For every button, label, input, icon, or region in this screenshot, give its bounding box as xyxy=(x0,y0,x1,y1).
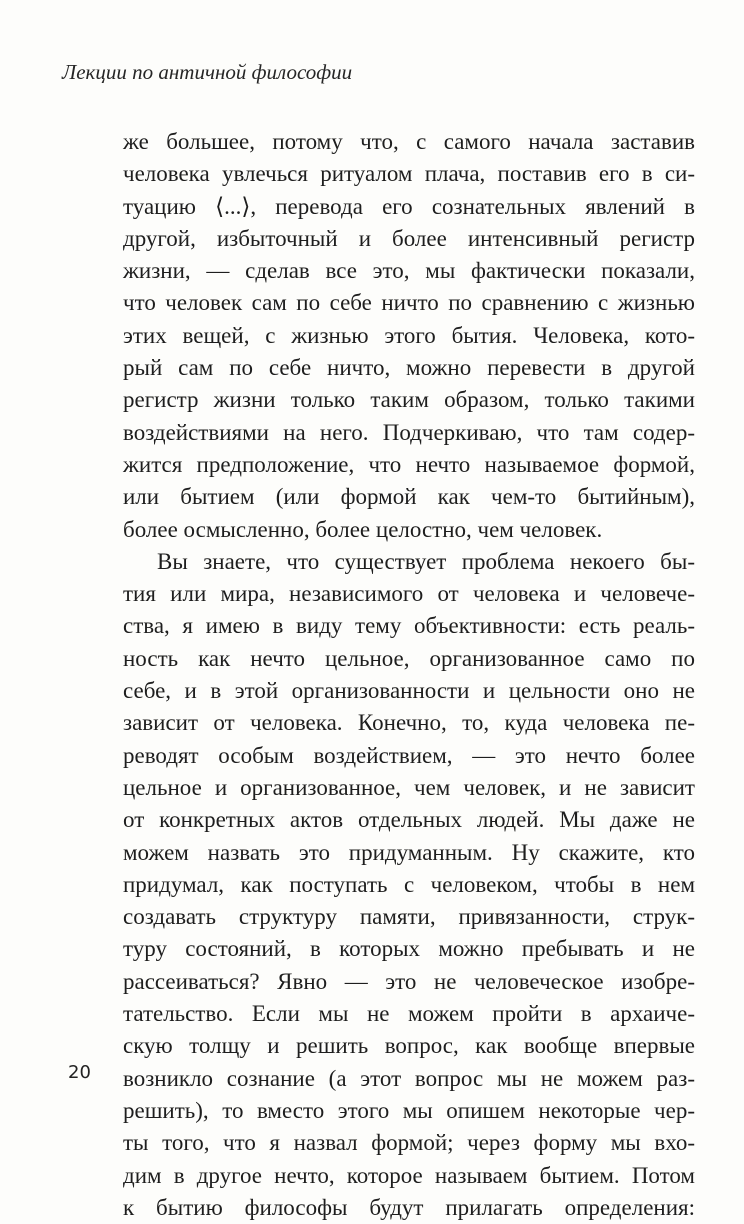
text-line: себе, и в этой организованности и цельности оно не xyxy=(123,678,695,704)
text-line: ность как нечто цельное, организованное само по xyxy=(123,645,695,671)
text-line: рассеиваться? Явно — это не человеческое изобре- xyxy=(123,968,695,994)
text-line: другой, избыточный и более интенсивный регистр xyxy=(123,225,695,251)
text-line: придумал, как поступать с человеком, чтобы в нем xyxy=(123,871,695,897)
text-line: же большее, потому что, с самого начала заставив xyxy=(123,129,695,154)
text-line: воздействиями на него. Подчеркиваю, что там содер- xyxy=(123,419,695,445)
text-line: Вы знаете, что существует проблема некоего бы- xyxy=(157,548,695,574)
text-line: ства, я имею в виду тему объективности: есть реаль- xyxy=(123,613,695,639)
text-line: регистр жизни только таким образом, только такими xyxy=(123,387,695,413)
text-line: туацию ⟨...⟩, перевода его сознательных явлений в xyxy=(123,193,695,219)
text-line: скую толщу и решить вопрос, как вообще впервые xyxy=(123,1033,695,1059)
text-line: рый сам по себе ничто, можно перевести в другой xyxy=(123,355,695,381)
text-line: зависит от человека. Конечно, то, куда человека пе- xyxy=(123,710,695,736)
text-line: или бытием (или формой как чем-то бытийным), xyxy=(123,484,695,510)
body-text xyxy=(123,126,695,1224)
text-line: человека увлечься ритуалом плача, поставив его в си- xyxy=(123,161,695,187)
text-line: ты того, что я назвал формой; через форму мы вхо- xyxy=(123,1130,695,1156)
page-number: 20 xyxy=(68,1062,91,1083)
text-line: реводят особым воздействием, — это нечто более xyxy=(123,742,695,768)
text-line: можем назвать это придуманным. Ну скажите, кто xyxy=(123,839,695,865)
text-line: туру состояний, в которых можно пребывать и не xyxy=(123,936,695,962)
paragraph xyxy=(123,126,695,546)
text-line: более осмысленно, более целостно, чем человек. xyxy=(123,516,603,542)
text-line: жится предположение, что нечто называемое формой, xyxy=(123,451,695,477)
text-line: создавать структуру памяти, привязанности, струк- xyxy=(123,904,695,930)
text-line: от конкретных актов отдельных людей. Мы даже не xyxy=(123,807,695,833)
paragraph xyxy=(123,546,695,1224)
text-line: этих вещей, с жизнью этого бытия. Человека, кото- xyxy=(123,322,695,348)
text-line: тательство. Если мы не можем пройти в архаиче- xyxy=(123,1001,695,1027)
text-line: тия или мира, независимого от человека и человече- xyxy=(123,581,695,607)
text-line: жизни, — сделав все это, мы фактически показали, xyxy=(123,258,695,284)
text-line: что человек сам по себе ничто по сравнению с жизнью xyxy=(123,290,695,316)
text-line: к бытию философы будут прилагать определения: xyxy=(123,1194,695,1220)
text-line: дим в другое нечто, которое называем бытием. Потом xyxy=(123,1162,695,1188)
text-line: решить), то вместо этого мы опишем некоторые чер- xyxy=(123,1097,695,1123)
text-line: цельное и организованное, чем человек, и не зависит xyxy=(123,774,695,800)
text-line: возникло сознание (а этот вопрос мы не можем раз- xyxy=(123,1065,695,1091)
running-head: Лекции по античной философии xyxy=(62,60,353,84)
